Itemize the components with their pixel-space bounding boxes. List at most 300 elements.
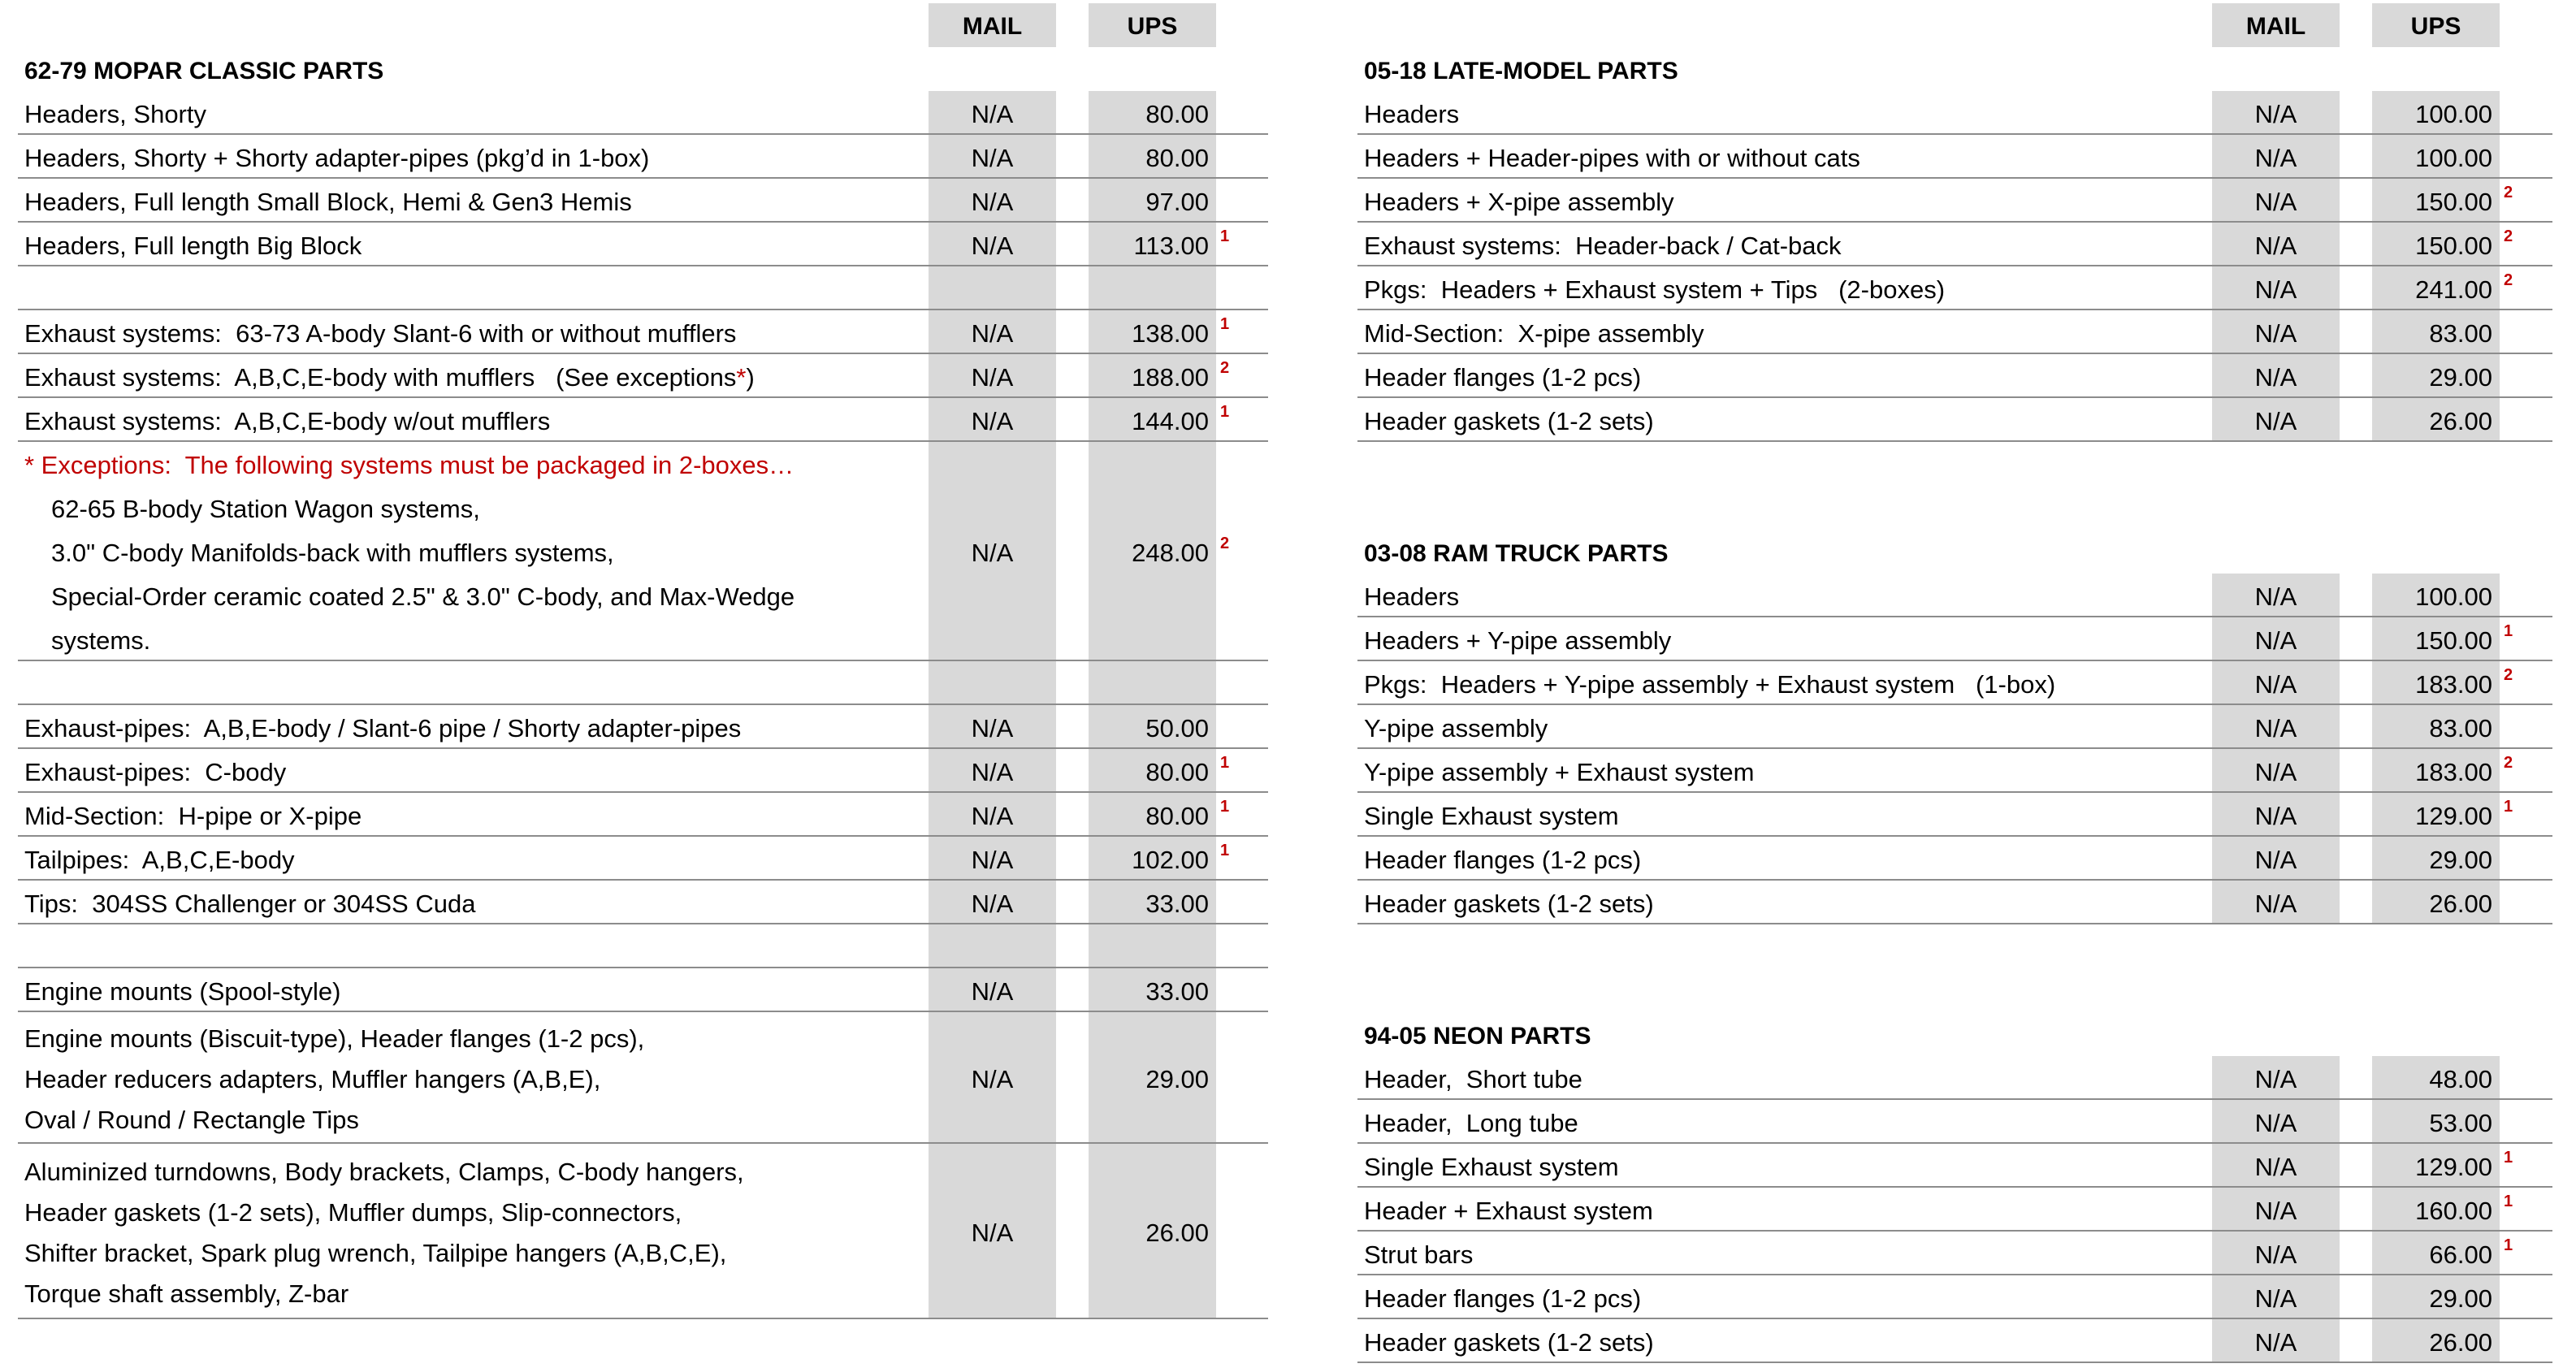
- part-label-line: Headers: [1364, 582, 1460, 611]
- part-label-line: Mid-Section: H-pipe or X-pipe: [24, 802, 362, 830]
- ups-price-cell: [2372, 661, 2500, 703]
- exceptions-line: systems.: [51, 626, 151, 655]
- part-label: [1364, 795, 1619, 838]
- ups-price: 50.00: [1145, 714, 1209, 742]
- ups-price-cell: [1089, 705, 1216, 747]
- mail-price-cell: [929, 1012, 1056, 1142]
- footnote-marker: 1: [2504, 1193, 2513, 1210]
- part-label-line: Header reducers adapters, Muffler hangers (A,B,E),: [24, 1065, 601, 1093]
- part-label-line: Headers, Full length Big Block: [24, 232, 362, 260]
- part-label-line: Single Exhaust system: [1364, 802, 1619, 830]
- footnote-marker: 1: [1220, 798, 1230, 816]
- mail-price: N/A: [2254, 846, 2297, 874]
- part-label: [24, 751, 286, 794]
- mail-price-cell: [929, 135, 1056, 177]
- part-row: [1357, 793, 2552, 837]
- part-label-line: Header gaskets (1-2 sets): [1364, 890, 1654, 918]
- part-label: [1364, 1234, 1473, 1276]
- mail-column-header: [2212, 3, 2340, 47]
- exceptions-line: Special-Order ceramic coated 2.5" & 3.0" C-body, and Max-Wedge: [51, 582, 795, 611]
- mail-column-header-label: MAIL: [962, 13, 1023, 40]
- part-label-line: Headers + Header-pipes with or without cats: [1364, 144, 1860, 172]
- section-title: [1357, 1012, 2552, 1056]
- ups-price-cell: [2372, 398, 2500, 440]
- part-label: [24, 883, 475, 925]
- part-label: [1364, 708, 1548, 750]
- part-label: [24, 444, 794, 662]
- part-label-line: Strut bars: [1364, 1240, 1474, 1269]
- footnote-marker: 1: [2504, 1236, 2513, 1254]
- ups-price: 129.00: [2415, 1153, 2492, 1181]
- part-label-line: Header + Exhaust system: [1364, 1197, 1653, 1225]
- part-row: [18, 398, 1268, 442]
- part-label: [24, 1146, 744, 1320]
- ups-price: 66.00: [2429, 1240, 2492, 1269]
- footnote-marker: 1: [2504, 622, 2513, 640]
- ups-price-cell: [2372, 617, 2500, 660]
- ups-price-cell: [1089, 1012, 1216, 1142]
- mail-price-cell: [929, 398, 1056, 440]
- ups-column-header-label: UPS: [2410, 13, 2461, 40]
- part-label-line: Mid-Section: X-pipe assembly: [1364, 319, 1704, 348]
- part-row: [1357, 617, 2552, 661]
- mail-price-cell: [929, 924, 1056, 967]
- part-row: [18, 793, 1268, 837]
- exceptions-line: 62-65 B-body Station Wagon systems,: [51, 495, 480, 523]
- ups-column-header-label: UPS: [1127, 13, 1178, 40]
- part-label-line: Header flanges (1-2 pcs): [1364, 1284, 1642, 1313]
- mail-price: N/A: [2254, 319, 2297, 348]
- part-label: [1364, 576, 1459, 618]
- part-label: [1364, 93, 1459, 136]
- footnote-marker: 2: [2504, 754, 2513, 772]
- ups-price: 241.00: [2415, 275, 2492, 304]
- mail-price-cell: [929, 266, 1056, 309]
- part-label-text: ): [746, 363, 755, 392]
- part-label: [1364, 620, 1671, 662]
- footnote-marker: 2: [2504, 666, 2513, 684]
- part-row: [18, 1012, 1268, 1144]
- part-row: [1357, 223, 2552, 266]
- ups-price-cell: [1089, 661, 1216, 703]
- ups-price-cell: [1089, 881, 1216, 923]
- mail-price-cell: [2212, 661, 2340, 703]
- ups-price-cell: [2372, 223, 2500, 265]
- mail-price-cell: [2212, 354, 2340, 396]
- part-row: [1357, 1275, 2552, 1319]
- mail-price-cell: [929, 310, 1056, 353]
- part-row: [1357, 179, 2552, 223]
- ups-price: 80.00: [1145, 100, 1209, 128]
- exceptions-line: 3.0" C-body Manifolds-back with mufflers systems,: [51, 539, 614, 567]
- part-label-line: Tips: 304SS Challenger or 304SS Cuda: [24, 890, 476, 918]
- mail-price-cell: [929, 881, 1056, 923]
- ups-price-cell: [1089, 924, 1216, 967]
- ups-price: 29.00: [1145, 1065, 1209, 1093]
- part-label-line: Engine mounts (Spool-style): [24, 977, 341, 1006]
- ups-price-cell: [1089, 179, 1216, 221]
- ups-price-cell: [1089, 968, 1216, 1011]
- ups-price-cell: [1089, 223, 1216, 265]
- mail-price-cell: [2212, 310, 2340, 353]
- part-row: [18, 968, 1268, 1012]
- section-title-text: 94-05 NEON PARTS: [1364, 1023, 1591, 1050]
- part-label: [1364, 1278, 1641, 1320]
- ups-price-cell: [1089, 749, 1216, 791]
- part-label: [24, 137, 649, 180]
- mail-price: N/A: [2254, 714, 2297, 742]
- ups-price-cell: [1089, 266, 1216, 309]
- mail-price: N/A: [971, 1065, 1014, 1093]
- parts-section: [18, 47, 1268, 1319]
- part-label: [24, 181, 632, 223]
- section-title: [18, 47, 1268, 91]
- part-row: [1357, 310, 2552, 354]
- ups-price: 100.00: [2415, 582, 2492, 611]
- part-row: [18, 442, 1268, 661]
- part-label: [1364, 269, 1945, 311]
- part-label-text: Exhaust systems: A,B,C,E-body with mufflers (See exceptions: [24, 363, 737, 392]
- part-row: [18, 749, 1268, 793]
- part-row: [18, 179, 1268, 223]
- part-label: [1364, 400, 1654, 443]
- part-row: [1357, 1188, 2552, 1232]
- mail-price-cell: [929, 793, 1056, 835]
- part-row: [18, 881, 1268, 924]
- ups-price: 138.00: [1132, 319, 1209, 348]
- section-title-text: 62-79 MOPAR CLASSIC PARTS: [24, 58, 384, 84]
- ups-price: 113.00: [1133, 232, 1209, 260]
- part-label-line: Y-pipe assembly: [1364, 714, 1548, 742]
- part-row: [1357, 1100, 2552, 1144]
- ups-price: 26.00: [2429, 1328, 2492, 1357]
- ups-price: 188.00: [1132, 363, 1209, 392]
- part-label-line: Exhaust systems: 63-73 A-body Slant-6 with or without mufflers: [24, 319, 737, 348]
- part-label-line: Pkgs: Headers + Exhaust system + Tips (2-boxes): [1364, 275, 1946, 304]
- mail-price-cell: [2212, 705, 2340, 747]
- part-row: [1357, 705, 2552, 749]
- ups-price-cell: [1089, 1144, 1216, 1318]
- mail-price-cell: [2212, 1144, 2340, 1186]
- footnote-marker: 1: [1220, 842, 1230, 859]
- mail-price-cell: [2212, 837, 2340, 879]
- ups-price-cell: [2372, 705, 2500, 747]
- mail-price: N/A: [971, 977, 1014, 1006]
- mail-price: N/A: [2254, 363, 2297, 392]
- mail-price: N/A: [2254, 802, 2297, 830]
- mail-price-cell: [2212, 266, 2340, 309]
- mail-price: N/A: [2254, 1109, 2297, 1137]
- ups-price: 100.00: [2415, 100, 2492, 128]
- mail-price: N/A: [2254, 1328, 2297, 1357]
- part-label-line: Header flanges (1-2 pcs): [1364, 846, 1642, 874]
- mail-price-cell: [2212, 1188, 2340, 1230]
- part-label-line: Aluminized turndowns, Body brackets, Clamps, C-body hangers,: [24, 1158, 744, 1186]
- mail-price: N/A: [971, 144, 1014, 172]
- left-sections: [18, 47, 1268, 1319]
- part-label: [1364, 357, 1641, 399]
- part-label: [1364, 751, 1754, 794]
- ups-price: 150.00: [2415, 626, 2492, 655]
- parts-section: [1357, 530, 2552, 924]
- mail-price: N/A: [971, 539, 1014, 567]
- ups-price: 129.00: [2415, 802, 2492, 830]
- ups-price: 26.00: [2429, 407, 2492, 435]
- part-label-line: Oval / Round / Rectangle Tips: [24, 1106, 359, 1134]
- ups-price-cell: [2372, 266, 2500, 309]
- ups-price-cell: [2372, 881, 2500, 923]
- classic-parts-panel: [18, 0, 1268, 1368]
- part-label-line: Header flanges (1-2 pcs): [1364, 363, 1642, 392]
- section-title: [1357, 530, 2552, 574]
- part-row: [1357, 354, 2552, 398]
- ups-price-cell: [2372, 1144, 2500, 1186]
- part-label-line: Headers, Full length Small Block, Hemi & Gen3 Hemis: [24, 188, 632, 216]
- part-label: [1364, 225, 1842, 267]
- part-row: [1357, 266, 2552, 310]
- ups-price-cell: [2372, 310, 2500, 353]
- part-row: [1357, 837, 2552, 881]
- part-label-line: Headers: [1364, 100, 1460, 128]
- mail-price: N/A: [971, 407, 1014, 435]
- mail-price: N/A: [2254, 1240, 2297, 1269]
- part-row: [1357, 1232, 2552, 1275]
- ups-price: 26.00: [1145, 1219, 1209, 1247]
- mail-price-cell: [2212, 135, 2340, 177]
- ups-price-cell: [2372, 354, 2500, 396]
- ups-price-cell: [1089, 837, 1216, 879]
- mail-price-cell: [929, 91, 1056, 133]
- mail-price-cell: [929, 661, 1056, 703]
- footnote-marker: 1: [1220, 403, 1230, 421]
- ups-price-cell: [1089, 91, 1216, 133]
- spacer-row: [18, 661, 1268, 705]
- part-label-line: Headers, Shorty: [24, 100, 206, 128]
- part-label-line: Header gaskets (1-2 sets), Muffler dumps, Slip-connectors,: [24, 1198, 682, 1227]
- mail-price: N/A: [2254, 188, 2297, 216]
- ups-price: 100.00: [2415, 144, 2492, 172]
- ups-price: 97.00: [1145, 188, 1209, 216]
- ups-price: 183.00: [2415, 670, 2492, 699]
- part-label: [1364, 839, 1641, 881]
- ups-price: 29.00: [2429, 363, 2492, 392]
- ups-price: 160.00: [2415, 1197, 2492, 1225]
- right-sections: [1357, 47, 2552, 1363]
- mail-price: N/A: [2254, 1065, 2297, 1093]
- part-label-line: Tailpipes: A,B,C,E-body: [24, 846, 295, 874]
- mail-price-cell: [929, 837, 1056, 879]
- spacer-row: [18, 266, 1268, 310]
- ups-price-cell: [2372, 837, 2500, 879]
- ups-price-cell: [1089, 398, 1216, 440]
- footnote-marker: 1: [2504, 1149, 2513, 1167]
- ups-price-cell: [1089, 442, 1216, 660]
- ups-price: 150.00: [2415, 232, 2492, 260]
- part-row: [18, 310, 1268, 354]
- mail-column-header-label: MAIL: [2245, 13, 2306, 40]
- part-label-line: Headers + X-pipe assembly: [1364, 188, 1674, 216]
- part-label: [1364, 181, 1674, 223]
- section-title-text: 05-18 LATE-MODEL PARTS: [1364, 58, 1678, 84]
- ups-price-cell: [1089, 135, 1216, 177]
- part-label: [24, 1015, 644, 1145]
- exceptions-heading: * Exceptions: The following systems must be packaged in 2-boxes…: [24, 451, 794, 479]
- mail-price-cell: [2212, 617, 2340, 660]
- ups-price: 144.00: [1132, 407, 1209, 435]
- part-label-line: Torque shaft assembly, Z-bar: [24, 1279, 349, 1308]
- part-row: [1357, 574, 2552, 617]
- ups-price-cell: [1089, 310, 1216, 353]
- mail-price: N/A: [2254, 100, 2297, 128]
- ups-price-cell: [2372, 1275, 2500, 1318]
- part-label: [1364, 313, 1704, 355]
- part-label-line: Pkgs: Headers + Y-pipe assembly + Exhaust system (1-box): [1364, 670, 2056, 699]
- part-label: [1364, 1190, 1653, 1232]
- ups-price-cell: [2372, 749, 2500, 791]
- part-row: [1357, 91, 2552, 135]
- mail-price: N/A: [2254, 670, 2297, 699]
- mail-price-cell: [2212, 574, 2340, 616]
- part-label-line: Header, Short tube: [1364, 1065, 1582, 1093]
- part-label-line: Shifter bracket, Spark plug wrench, Tailpipe hangers (A,B,C,E),: [24, 1239, 727, 1267]
- part-row: [18, 91, 1268, 135]
- mail-price: N/A: [971, 100, 1014, 128]
- part-label: [24, 971, 340, 1013]
- mail-price: N/A: [971, 188, 1014, 216]
- mail-price-cell: [929, 705, 1056, 747]
- part-label-line: Engine mounts (Biscuit-type), Header flanges (1-2 pcs),: [24, 1024, 645, 1053]
- footnote-marker: 1: [1220, 315, 1230, 333]
- ups-price-cell: [2372, 179, 2500, 221]
- part-row: [1357, 749, 2552, 793]
- mail-price-cell: [929, 223, 1056, 265]
- mail-price: N/A: [971, 758, 1014, 786]
- part-label-line: Header, Long tube: [1364, 1109, 1578, 1137]
- mail-price-cell: [2212, 179, 2340, 221]
- ups-price: 80.00: [1145, 144, 1209, 172]
- part-label: [1364, 1322, 1654, 1364]
- ups-price-cell: [2372, 1100, 2500, 1142]
- mail-price: N/A: [2254, 232, 2297, 260]
- ups-price: 80.00: [1145, 758, 1209, 786]
- mail-price-cell: [929, 749, 1056, 791]
- part-row: [1357, 661, 2552, 705]
- mail-price: N/A: [971, 319, 1014, 348]
- part-label-line: Exhaust systems: Header-back / Cat-back: [1364, 232, 1842, 260]
- part-label: [24, 400, 550, 443]
- mail-price-cell: [929, 354, 1056, 396]
- mail-price: N/A: [971, 890, 1014, 918]
- parts-section: [1357, 1012, 2552, 1363]
- part-label: [1364, 137, 1860, 180]
- mail-price-cell: [2212, 793, 2340, 835]
- part-row: [1357, 1144, 2552, 1188]
- section-title-text: 03-08 RAM TRUCK PARTS: [1364, 540, 1669, 567]
- ups-price: 150.00: [2415, 188, 2492, 216]
- ups-price-cell: [2372, 1188, 2500, 1230]
- ups-price: 33.00: [1145, 977, 1209, 1006]
- section-title: [1357, 47, 2552, 91]
- ups-price-cell: [2372, 793, 2500, 835]
- mail-price: N/A: [971, 1219, 1014, 1247]
- parts-section: [1357, 47, 2552, 442]
- part-label-line: Exhaust systems: A,B,C,E-body w/out mufflers: [24, 407, 551, 435]
- ups-price-cell: [2372, 1319, 2500, 1362]
- ups-price-cell: [1089, 354, 1216, 396]
- mail-price: N/A: [971, 846, 1014, 874]
- mail-price-cell: [2212, 1232, 2340, 1274]
- footnote-marker: 1: [2504, 798, 2513, 816]
- footnote-marker: 2: [2504, 227, 2513, 245]
- ups-price-cell: [2372, 574, 2500, 616]
- part-row: [18, 223, 1268, 266]
- part-row: [1357, 1056, 2552, 1100]
- ups-price: 80.00: [1145, 802, 1209, 830]
- part-label: [1364, 664, 2055, 706]
- ups-price: 26.00: [2429, 890, 2492, 918]
- ups-price-cell: [2372, 91, 2500, 133]
- part-row: [1357, 881, 2552, 924]
- mail-price: N/A: [2254, 626, 2297, 655]
- part-label-line: Header gaskets (1-2 sets): [1364, 407, 1654, 435]
- ups-price-cell: [2372, 1056, 2500, 1098]
- part-label-line: Exhaust-pipes: A,B,E-body / Slant-6 pipe / Shorty adapter-pipes: [24, 714, 742, 742]
- ups-column-header: [2372, 3, 2500, 47]
- part-label: [24, 795, 362, 838]
- mail-price-cell: [929, 1144, 1056, 1318]
- part-row: [1357, 398, 2552, 442]
- part-label: [1364, 1146, 1619, 1188]
- ups-price: 183.00: [2415, 758, 2492, 786]
- mail-price: N/A: [971, 232, 1014, 260]
- mail-price: N/A: [2254, 1153, 2297, 1181]
- part-label-line: Exhaust-pipes: C-body: [24, 758, 287, 786]
- ups-price: 83.00: [2429, 319, 2492, 348]
- mail-price-cell: [2212, 1100, 2340, 1142]
- part-label: [24, 357, 755, 399]
- part-label: [1364, 1058, 1582, 1101]
- part-label: [24, 93, 206, 136]
- footnote-marker: 2: [1220, 359, 1230, 377]
- mail-price-cell: [2212, 881, 2340, 923]
- part-label: [24, 313, 736, 355]
- mail-price: N/A: [2254, 890, 2297, 918]
- ups-price-cell: [1089, 793, 1216, 835]
- part-row: [1357, 135, 2552, 179]
- ups-price: 29.00: [2429, 846, 2492, 874]
- ups-price: 102.00: [1132, 846, 1209, 874]
- ups-price: 53.00: [2429, 1109, 2492, 1137]
- mail-price-cell: [2212, 1275, 2340, 1318]
- ups-price: 33.00: [1145, 890, 1209, 918]
- mail-price-cell: [929, 179, 1056, 221]
- part-label-line: Header gaskets (1-2 sets): [1364, 1328, 1654, 1357]
- mail-column-header: [929, 3, 1056, 47]
- mail-price-cell: [2212, 223, 2340, 265]
- mail-price-cell: [2212, 1056, 2340, 1098]
- mail-price: N/A: [971, 714, 1014, 742]
- mail-price-cell: [929, 968, 1056, 1011]
- mail-price-cell: [2212, 1319, 2340, 1362]
- mail-price: N/A: [2254, 275, 2297, 304]
- mail-price: N/A: [2254, 582, 2297, 611]
- part-label: [24, 708, 741, 750]
- ups-price: 83.00: [2429, 714, 2492, 742]
- part-row: [18, 705, 1268, 749]
- ups-column-header: [1089, 3, 1216, 47]
- footnote-marker: 1: [1220, 754, 1230, 772]
- ups-price: 29.00: [2429, 1284, 2492, 1313]
